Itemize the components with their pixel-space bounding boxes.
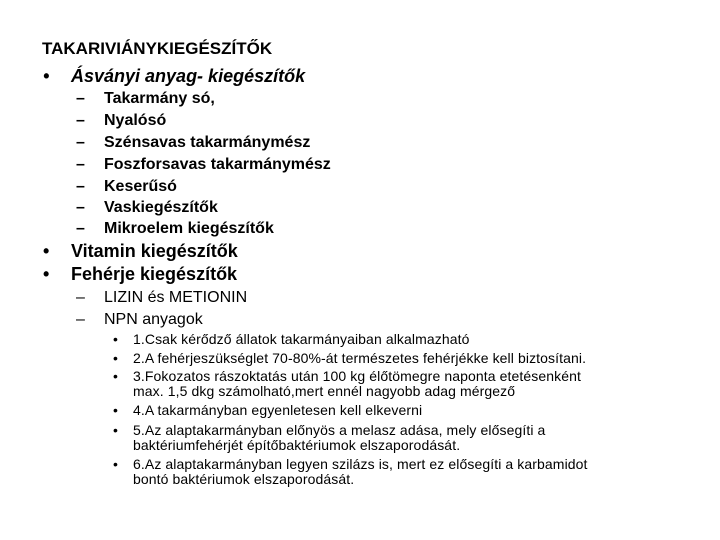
dash-marker: – bbox=[76, 199, 85, 216]
note-line: 6.Az alaptakarmányban legyen szilázs is, mert ez elősegíti a karbamidot bbox=[133, 456, 588, 472]
sub-item-label: LIZIN és METIONIN bbox=[104, 289, 248, 306]
bullet-marker: • bbox=[113, 456, 119, 472]
sub-item-label: Takarmány só, bbox=[104, 90, 215, 107]
bullet-marker: • bbox=[43, 241, 50, 261]
sub-item-label: Vaskiegészítők bbox=[104, 199, 218, 216]
dash-marker: – bbox=[76, 90, 85, 107]
bullet-marker: • bbox=[43, 66, 50, 86]
sub-item-label: Mikroelem kiegészítők bbox=[104, 220, 274, 237]
sub-item-label: NPN anyagok bbox=[104, 311, 203, 328]
dash-marker: – bbox=[76, 311, 85, 328]
dash-marker: – bbox=[76, 134, 85, 151]
bullet-label: Ásványi anyag- kiegészítők bbox=[71, 66, 306, 86]
dash-marker: – bbox=[76, 156, 85, 173]
bullet-marker: • bbox=[113, 350, 119, 366]
sub-item-label: Keserűsó bbox=[104, 178, 177, 195]
dash-marker: – bbox=[76, 289, 85, 306]
bullet-marker: • bbox=[43, 264, 50, 284]
dash-marker: – bbox=[76, 178, 85, 195]
sub-item-label: Szénsavas takarmánymész bbox=[104, 134, 311, 151]
bullet-marker: • bbox=[113, 331, 119, 347]
note-line: 5.Az alaptakarmányban előnyös a melasz adása, mely elősegíti a bbox=[133, 422, 546, 438]
note-line: 3.Fokozatos rászoktatás után 100 kg élőtömegre naponta etetésenként bbox=[133, 368, 581, 384]
note-line: 4.A takarmányban egyenletesen kell elkeverni bbox=[133, 402, 423, 418]
note-line: bontó baktériumok elszaporodását. bbox=[133, 471, 355, 487]
note-line: 1.Csak kérődző állatok takarmányaiban alkalmazható bbox=[133, 331, 470, 347]
note-line: max. 1,5 dkg számolható,mert ennél nagyobb adag mérgező bbox=[133, 383, 516, 399]
bullet-marker: • bbox=[113, 422, 119, 438]
dash-marker: – bbox=[76, 220, 85, 237]
bullet-label: Fehérje kiegészítők bbox=[71, 264, 238, 284]
slide-title: TAKARIVIÁNYKIEGÉSZÍTŐK bbox=[42, 39, 273, 58]
bullet-label: Vitamin kiegészítők bbox=[71, 241, 238, 261]
sub-item-label: Nyalósó bbox=[104, 112, 167, 129]
dash-marker: – bbox=[76, 112, 85, 129]
note-line: baktériumfehérjét építőbaktériumok elszaporodását. bbox=[133, 437, 461, 453]
bullet-marker: • bbox=[113, 402, 119, 418]
bullet-marker: • bbox=[113, 368, 119, 384]
sub-item-label: Foszforsavas takarmánymész bbox=[104, 156, 331, 173]
note-line: 2.A fehérjeszükséglet 70-80%-át természetes fehérjékke kell biztosítani. bbox=[133, 350, 587, 366]
